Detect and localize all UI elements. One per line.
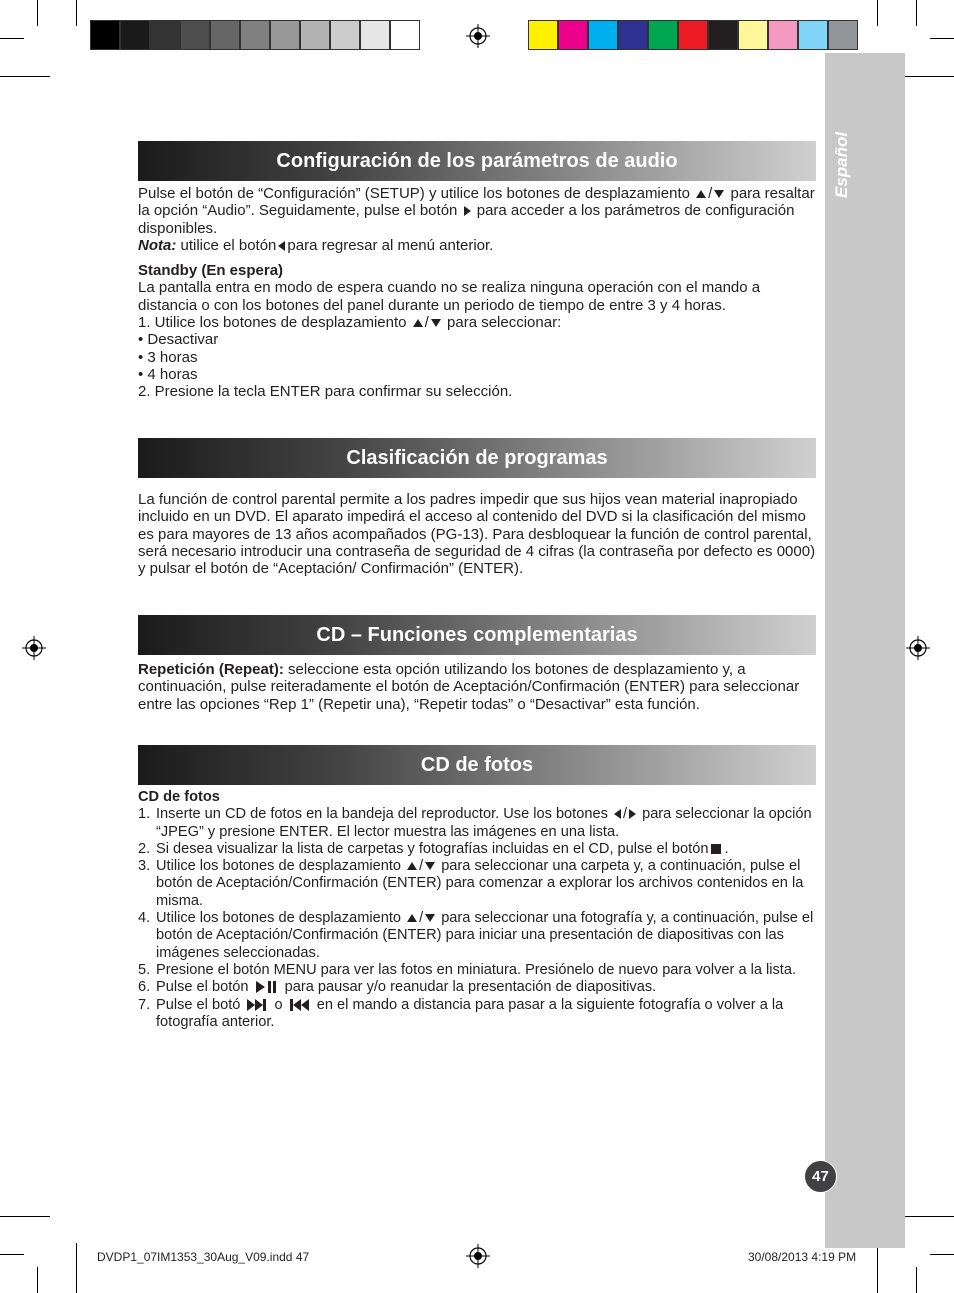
color-swatch (678, 20, 708, 50)
parental-section-body (138, 491, 822, 577)
list-item: 2. Si desea visualizar la lista de carpetas y fotografías incluidas en el CD, pulse el botón . (138, 840, 729, 857)
section-header-photo: CD de fotos (138, 745, 816, 785)
crop-mark (76, 1243, 77, 1293)
audio-note: Nota: utilice el botón para regresar al menú anterior. (138, 236, 494, 254)
registration-mark-icon (906, 636, 930, 660)
registration-mark-icon (22, 636, 46, 660)
color-swatch (390, 20, 420, 50)
photo-steps (138, 806, 816, 1031)
crop-mark (0, 1216, 50, 1217)
crop-mark (37, 0, 38, 26)
color-swatch (150, 20, 180, 50)
audio-intro: Pulse el botón de “Configuración” (SETUP) y utilice los botones de desplazamiento / para resaltar la opción “Audio”. Seguidamente, pulse el botón para acceder a los parámetros de configuración disponibles. (138, 185, 815, 237)
parental-text: La función de control parental permite a los padres impedir que sus hijos vean material inapropiado incluido en un DVD. El aparato impedirá el acceso al contenido del DVD si la clasificación del mismo es para mayores de 13 años acompañados (PG-13). Para desbloquear la función de control parental, será necesario introducir una contraseña de seguridad de 4 cifras (la contraseña por defecto es 0000) y pulsar el botón de “Aceptación/ Confirmación” (ENTER). (138, 491, 816, 578)
option-desactivar: • Desactivar (138, 331, 219, 349)
photo-section-body (138, 789, 816, 1031)
list-item: 3. Utilice los botones de desplazamiento / para seleccionar una carpeta y, a continuación, pulse el botón de Aceptación/Confirmación (ENTER) para comenzar a explorar los archivos contenidos en la misma. (138, 858, 804, 909)
stop-icon (711, 844, 721, 854)
crop-mark (0, 76, 50, 77)
page-number: 47 (804, 1160, 837, 1193)
crop-mark (904, 1216, 954, 1217)
standby-title: Standby (En espera) (138, 262, 284, 280)
color-swatch (588, 20, 618, 50)
crop-mark (0, 38, 24, 39)
crop-mark (916, 1267, 917, 1293)
crop-mark (0, 1254, 24, 1255)
repeat-text: Repetición (Repeat): seleccione esta opción utilizando los botones de desplazamiento y, a continuación, pulse reiteradamente el botón de Aceptación/Confirmación (ENTER) para seleccionar entre las opciones “Rep 1” (Repetir una), “Repetir todas” o “Desactivar” esta función. (138, 661, 800, 713)
crop-mark (877, 0, 878, 26)
next-track-icon (247, 999, 267, 1011)
color-swatch (180, 20, 210, 50)
list-item: 4. Utilice los botones de desplazamiento / para seleccionar una fotografía y, a continuación, pulse el botón de Aceptación/Confirmación (ENTER) para iniciar una presentación de diapositivas con las imágenes seleccionadas. (138, 910, 814, 961)
color-swatch (300, 20, 330, 50)
crop-mark (37, 1267, 38, 1293)
list-item: 1. Inserte un CD de fotos en la bandeja del reproductor. Use los botones / para seleccionar la opción “JPEG” y presione ENTER. El lector muestra las imágenes en una lista. (138, 806, 812, 840)
up-arrow-icon (407, 862, 417, 870)
color-swatch (828, 20, 858, 50)
down-arrow-icon (714, 190, 724, 198)
down-arrow-icon (425, 914, 435, 922)
down-arrow-icon (425, 862, 435, 870)
section-header-parental: Clasificación de programas (138, 438, 816, 478)
up-arrow-icon (413, 319, 423, 327)
right-arrow-icon (464, 206, 471, 216)
color-swatch (330, 20, 360, 50)
color-swatch (768, 20, 798, 50)
left-arrow-icon (278, 241, 285, 251)
grayscale-color-bar (90, 20, 420, 50)
color-swatch (708, 20, 738, 50)
crop-mark (877, 1243, 878, 1293)
footer-filename: DVDP1_07IM1353_30Aug_V09.indd 47 (97, 1250, 310, 1264)
language-side-tab (825, 53, 905, 1248)
previous-track-icon (290, 999, 310, 1011)
color-swatch (270, 20, 300, 50)
up-arrow-icon (407, 914, 417, 922)
color-swatch (558, 20, 588, 50)
color-swatch (798, 20, 828, 50)
standby-step-2: 2. Presione la tecla ENTER para confirmar su selección. (138, 383, 513, 401)
right-arrow-icon (629, 809, 636, 819)
color-swatch (738, 20, 768, 50)
list-item: 7. Pulse el botó o en el mando a distancia para pasar a la siguiente fotografía o volver a la fotografía anterior. (138, 996, 784, 1030)
cd-section-body (138, 661, 816, 713)
crop-mark (904, 76, 954, 77)
color-swatch (528, 20, 558, 50)
color-swatch (240, 20, 270, 50)
option-4-horas: • 4 horas (138, 365, 198, 383)
process-color-bar (528, 20, 858, 50)
color-swatch (648, 20, 678, 50)
color-swatch (210, 20, 240, 50)
play-pause-icon (256, 981, 278, 993)
section-header-audio: Configuración de los parámetros de audio (138, 141, 816, 181)
language-label: Español (832, 131, 851, 198)
registration-mark-icon (466, 24, 490, 48)
down-arrow-icon (431, 319, 441, 327)
crop-mark (930, 38, 954, 39)
option-3-horas: • 3 horas (138, 348, 198, 366)
color-swatch (90, 20, 120, 50)
standby-text: La pantalla entra en modo de espera cuando no se realiza ninguna operación con el mando a distancia o con los botones del panel durante un periodo de tiempo de entre 3 y 4 horas. (138, 279, 761, 314)
list-item: 6. Pulse el botón para pausar y/o reanudar la presentación de diapositivas. (138, 979, 657, 996)
color-swatch (120, 20, 150, 50)
section-header-cd: CD – Funciones complementarias (138, 615, 816, 655)
up-arrow-icon (696, 190, 706, 198)
crop-mark (76, 0, 77, 26)
registration-mark-icon (466, 1244, 490, 1268)
standby-step-1: 1. Utilice los botones de desplazamiento / para seleccionar: (138, 314, 562, 332)
crop-mark (916, 0, 917, 26)
color-swatch (618, 20, 648, 50)
footer-date: 30/08/2013 4:19 PM (748, 1250, 857, 1264)
left-arrow-icon (614, 809, 621, 819)
list-item: 5. Presione el botón MENU para ver las fotos en miniatura. Presiónelo de nuevo para volver a la lista. (138, 961, 797, 978)
color-swatch (360, 20, 390, 50)
audio-section-body (138, 185, 822, 401)
crop-mark (930, 1254, 954, 1255)
photo-subtitle: CD de fotos (138, 789, 220, 805)
